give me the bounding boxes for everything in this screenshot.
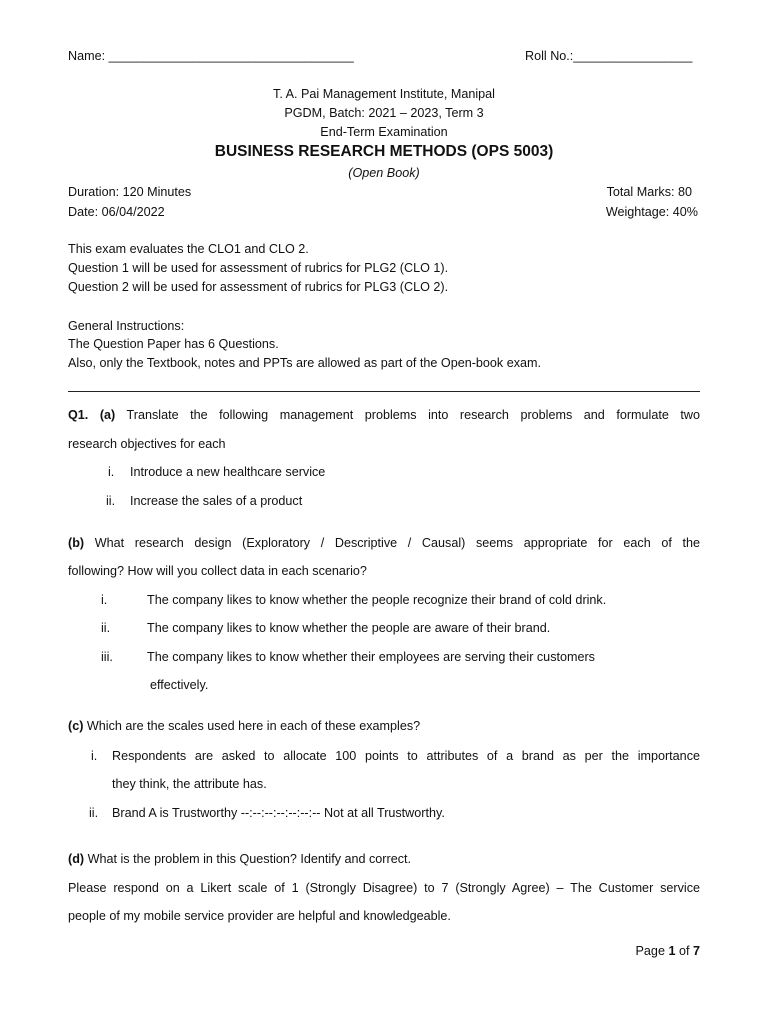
q1c-line: (c) Which are the scales used here in each of these examples? xyxy=(68,719,421,733)
duration: Duration: 120 Minutes xyxy=(68,185,192,199)
q1d-paragraph-line1: Please respond on a Likert scale of 1 (Strongly Disagree) to 7 (Strongly Agree) – The Customer service xyxy=(68,881,700,895)
instruction-line: Also, only the Textbook, notes and PPTs are allowed as part of the Open-book exam. xyxy=(68,356,542,370)
total-marks: Total Marks: 80 xyxy=(606,185,692,199)
list-item-continuation: they think, the attribute has. xyxy=(112,777,267,791)
list-item: Introduce a new healthcare service xyxy=(130,465,326,479)
list-item: Brand A is Trustworthy --:--:--:--:--:--:-- Not at all Trustworthy. xyxy=(112,806,445,820)
clo-line: Question 2 will be used for assessment of rubrics for PLG3 (CLO 2). xyxy=(68,280,449,294)
roll-number-field-label: Roll No.:_________________ xyxy=(525,49,693,63)
list-item: Increase the sales of a product xyxy=(130,494,303,508)
batch-info: PGDM, Batch: 2021 – 2023, Term 3 xyxy=(284,106,484,120)
q1d-paragraph-line2: people of my mobile service provider are helpful and knowledgeable. xyxy=(68,909,451,923)
q1d-label: (d) xyxy=(68,852,85,866)
institute-name: T. A. Pai Management Institute, Manipal xyxy=(273,87,495,101)
list-item: The company likes to know whether the people recognize their brand of cold drink. xyxy=(147,593,607,607)
q1b-line1: (b) What research design (Exploratory / Descriptive / Causal) seems appropriate for each of the xyxy=(68,536,700,550)
list-item-number: ii. xyxy=(89,806,99,820)
list-item-number: ii. xyxy=(101,621,111,635)
list-item: The company likes to know whether their employees are serving their customers xyxy=(147,650,595,664)
exam-mode: (Open Book) xyxy=(348,166,420,180)
exam-type: End-Term Examination xyxy=(320,125,448,139)
list-item-number: ii. xyxy=(106,494,116,508)
q1b-line2: following? How will you collect data in each scenario? xyxy=(68,564,367,578)
list-item-continuation: effectively. xyxy=(150,678,209,692)
q1a-line2: research objectives for each xyxy=(68,437,226,451)
name-field-label: Name: ___________________________________ xyxy=(68,49,354,63)
list-item: Respondents are asked to allocate 100 points to attributes of a brand as per the importance xyxy=(112,749,700,763)
weightage: Weightage: 40% xyxy=(605,205,698,219)
list-item: The company likes to know whether the people are aware of their brand. xyxy=(147,621,551,635)
clo-line: Question 1 will be used for assessment of rubrics for PLG2 (CLO 1). xyxy=(68,261,449,275)
q1d-line: (d) What is the problem in this Question? Identify and correct. xyxy=(68,852,411,866)
list-item-number: i. xyxy=(108,465,115,479)
q1c-label: (c) xyxy=(68,719,84,733)
list-item-number: i. xyxy=(91,749,98,763)
page-number: Page 1 of 7 xyxy=(635,944,700,958)
list-item-number: iii. xyxy=(101,650,113,664)
clo-line: This exam evaluates the CLO1 and CLO 2. xyxy=(68,242,309,256)
instruction-line: The Question Paper has 6 Questions. xyxy=(68,337,279,351)
course-title: BUSINESS RESEARCH METHODS (OPS 5003) xyxy=(214,143,554,160)
list-item-number: i. xyxy=(101,593,108,607)
section-divider xyxy=(68,391,700,392)
exam-date: Date: 06/04/2022 xyxy=(68,205,165,219)
instructions-heading: General Instructions: xyxy=(68,319,185,333)
q1b-label: (b) xyxy=(68,536,85,550)
q1a-line1: Q1. (a) Translate the following management problems into research problems and formulate two xyxy=(68,408,700,422)
q1-label: Q1. (a) xyxy=(68,408,116,422)
